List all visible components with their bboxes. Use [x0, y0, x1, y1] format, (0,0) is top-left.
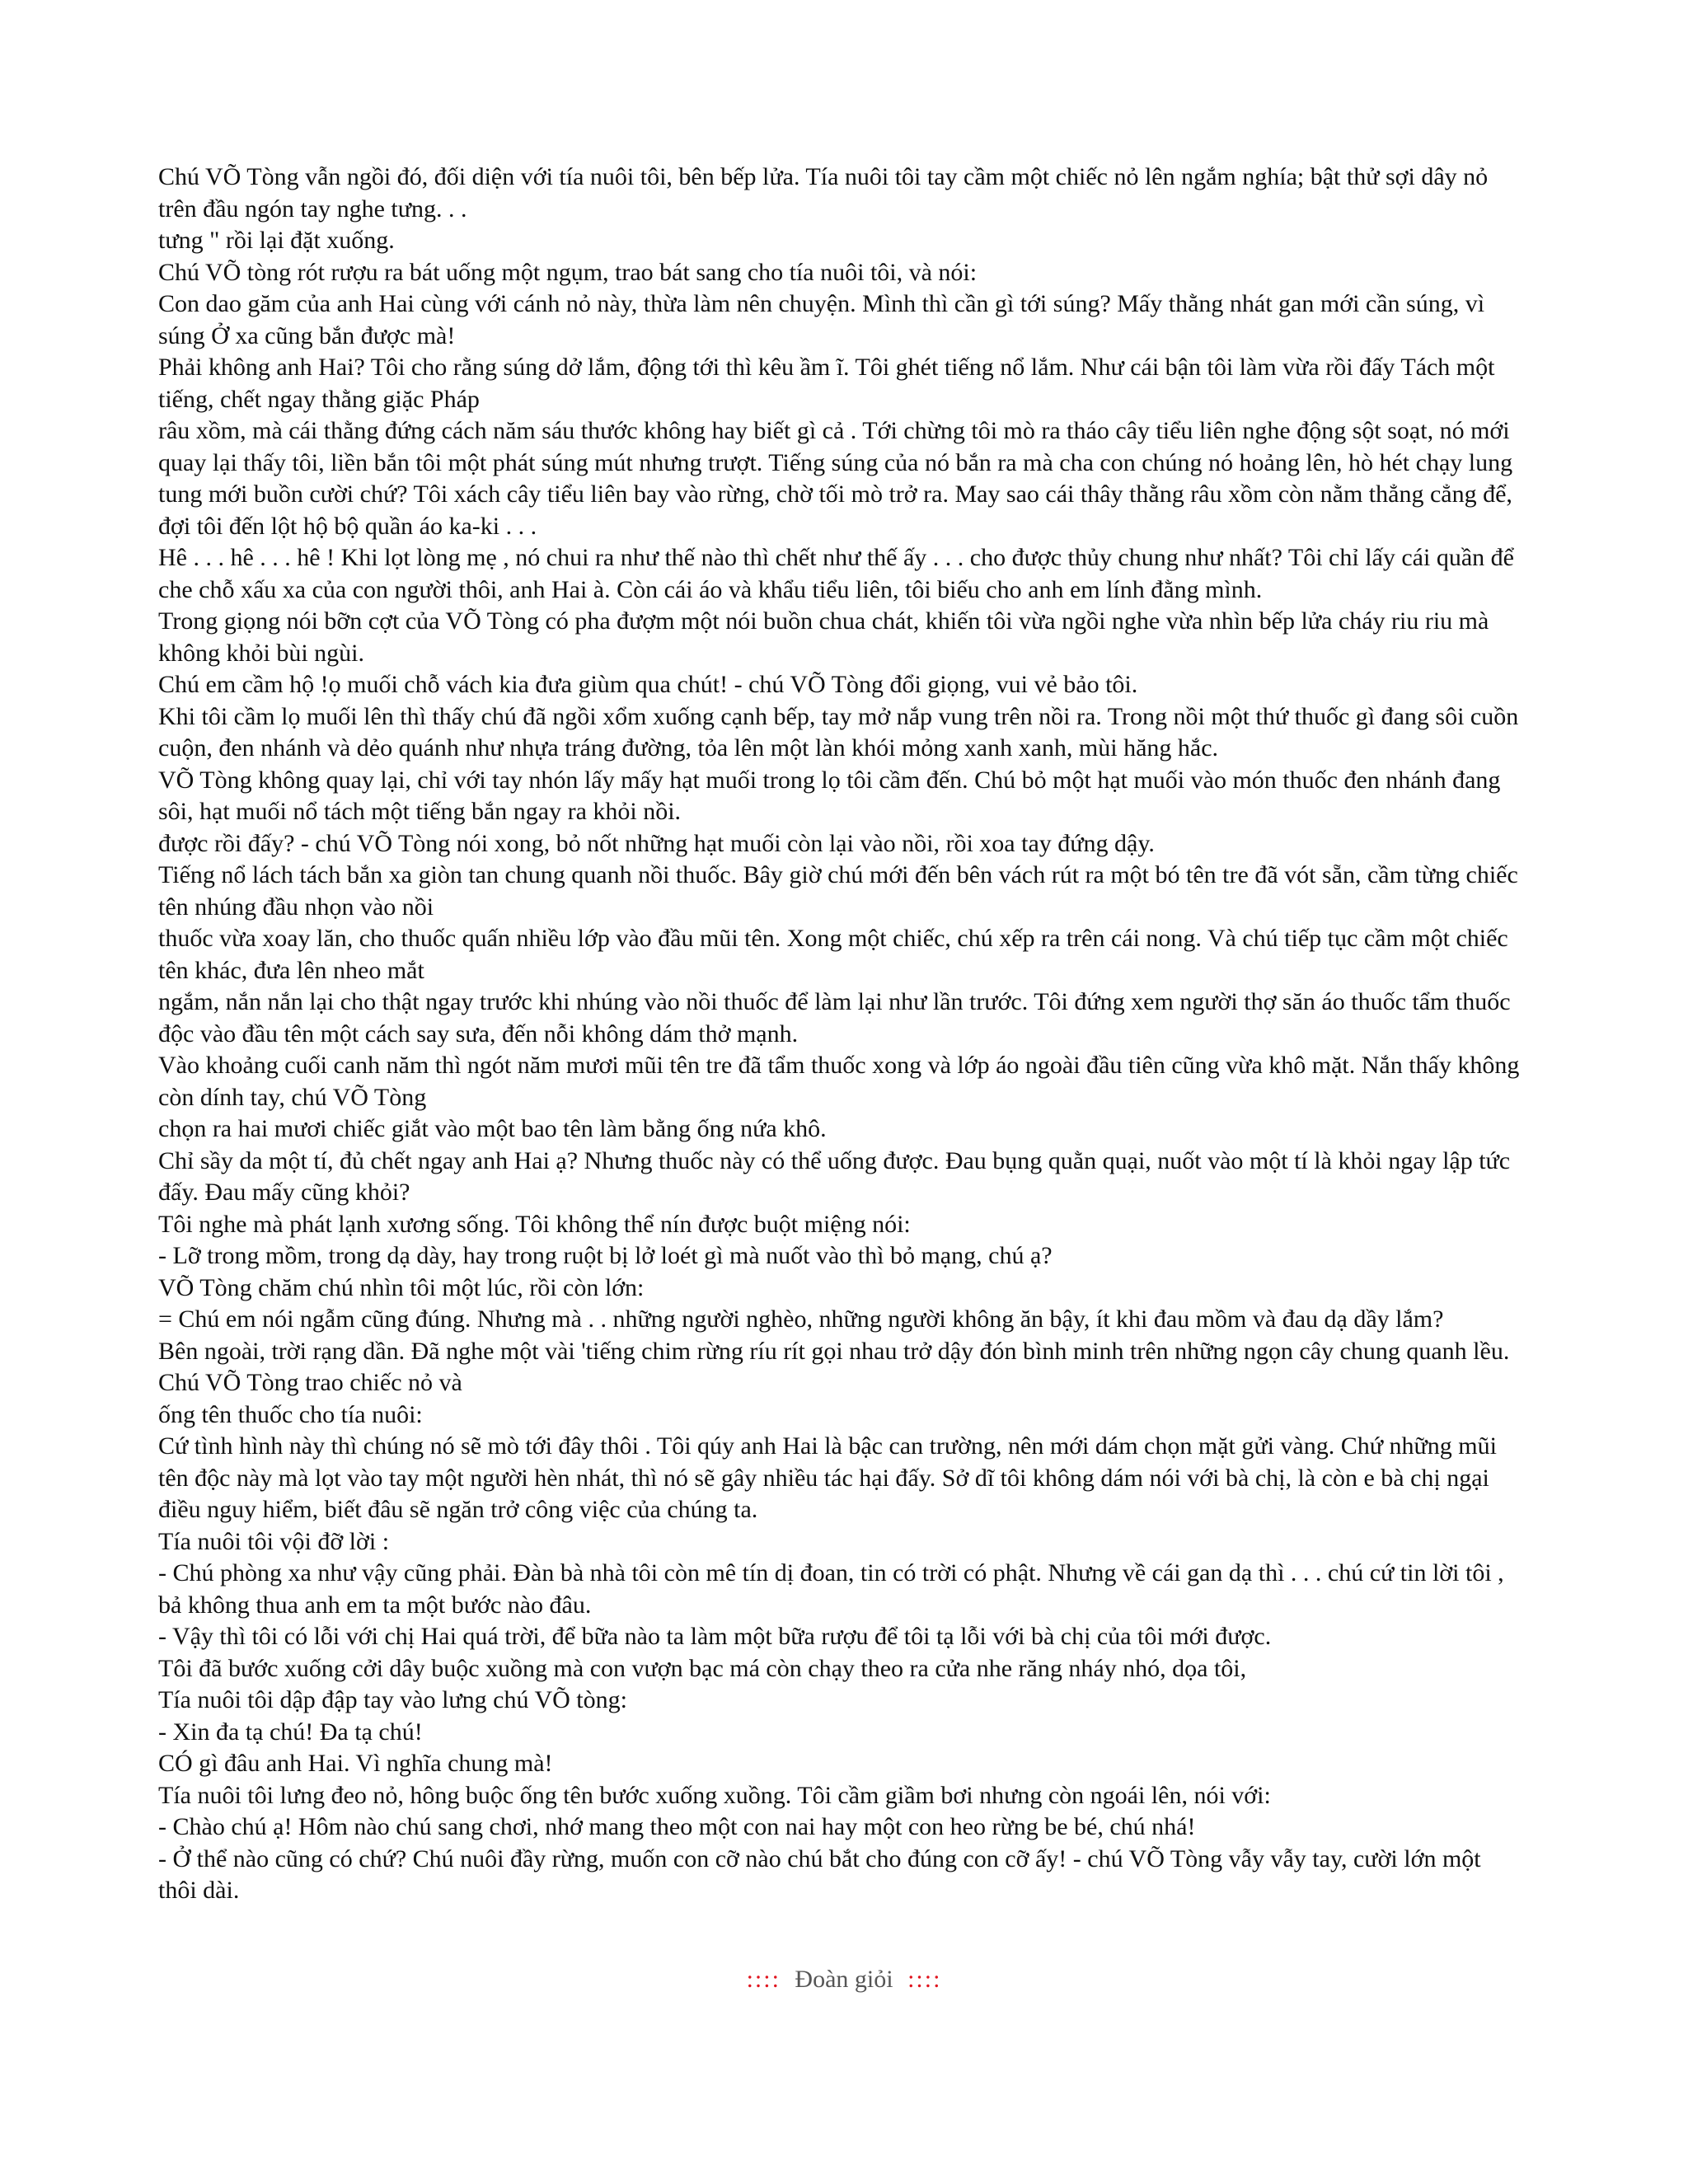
paragraph-22: = Chú em nói ngẫm cũng đúng. Nhưng mà . . những người nghèo, những người không ăn bậy, ít khi đau mồm và đau dạ dầy lắm? [158, 1305, 1444, 1333]
paragraph-17: chọn ra hai mươi chiếc giắt vào một bao tên làm bằng ống nứa khô. [158, 1115, 827, 1142]
paragraph-31: - Xin đa tạ chú! Đa tạ chú! [158, 1718, 423, 1746]
paragraph-26: Tía nuôi tôi vội đỡ lời : [158, 1527, 390, 1555]
story-text [158, 162, 1525, 1907]
paragraph-23: Bên ngoài, trời rạng dần. Đã nghe một vài 'tiếng chim rừng ríu rít gọi nhau trở dậy đón bình minh trên những ngọn cây chung quanh lều. Chú VÕ Tòng trao chiếc nỏ và [158, 1337, 1510, 1396]
paragraph-16: Vào khoảng cuối canh năm thì ngót năm mươi mũi tên tre đã tẩm thuốc xong và lớp áo ngoài đầu tiên cũng vừa khô mặt. Nắn thấy không còn dính tay, chú VÕ Tòng [158, 1052, 1520, 1111]
paragraph-13: Tiếng nổ lách tách bắn xa giòn tan chung quanh nồi thuốc. Bây giờ chú mới đến bên vách rút ra một bó tên tre đã vót sẵn, cầm từng chiếc tên nhúng đầu nhọn vào nồi [158, 861, 1518, 921]
paragraph-33: Tía nuôi tôi lưng đeo nỏ, hông buộc ống tên bước xuống xuồng. Tôi cầm giầm bơi nhưng còn ngoái lên, nói với: [158, 1781, 1271, 1809]
paragraph-2: tưng " rồi lại đặt xuống. [158, 227, 395, 254]
paragraph-5: Phải không anh Hai? Tôi cho rằng súng dở lắm, động tới thì kêu ầm ĩ. Tôi ghét tiếng nổ lắm. Như cái bận tôi làm vừa rồi đấy Tách một tiếng, chết ngay thằng giặc Pháp [158, 354, 1495, 413]
left-decoration-dots: :::: [746, 1966, 781, 1993]
paragraph-11: VÕ Tòng không quay lại, chỉ với tay nhón lấy mấy hạt muối trong lọ tôi cầm đến. Chú bỏ một hạt muối vào món thuốc đen nhánh đang sôi, hạt muối nổ tách một tiếng bắn ngay ra khỏi nồi. [158, 766, 1501, 825]
paragraph-12: được rồi đấy? - chú VÕ Tòng nói xong, bỏ nốt những hạt muối còn lại vào nồi, rồi xoa tay đứng dậy. [158, 829, 1155, 857]
paragraph-15: ngắm, nắn nắn lại cho thật ngay trước khi nhúng vào nồi thuốc để làm lại như lần trước. Tôi đứng xem người thợ săn áo thuốc tẩm thuốc độc vào đầu tên một cách say sưa, đến nỗi không dám thở mạnh. [158, 988, 1511, 1047]
paragraph-14: thuốc vừa xoay lăn, cho thuốc quấn nhiều lớp vào đầu mũi tên. Xong một chiếc, chú xếp ra trên cái nong. Và chú tiếp tục cầm một chiếc tên khác, đưa lên nheo mắt [158, 925, 1508, 984]
paragraph-10: Khi tôi cầm lọ muối lên thì thấy chú đã ngồi xổm xuống cạnh bếp, tay mở nắp vung trên nồi ra. Trong nồi một thứ thuốc gì đang sôi cuồn cuộn, đen nhánh và dẻo quánh như nhựa tráng đường, tỏa lên một làn khói mỏng xanh xanh, mùi hăng hắc. [158, 702, 1519, 762]
paragraph-32: CÓ gì đâu anh Hai. Vì nghĩa chung mà! [158, 1750, 553, 1777]
paragraph-1: Chú VÕ Tòng vẫn ngồi đó, đối diện với tía nuôi tôi, bên bếp lửa. Tía nuôi tôi tay cầm một chiếc nỏ lên ngắm nghía; bật thử sợi dây nỏ trên đầu ngón tay nghe tưng. . . [158, 163, 1489, 223]
paragraph-19: Tôi nghe mà phát lạnh xương sống. Tôi không thể nín được buột miệng nói: [158, 1210, 911, 1238]
paragraph-30: Tía nuôi tôi dập đập tay vào lưng chú VÕ tòng: [158, 1686, 627, 1713]
paragraph-21: VÕ Tòng chăm chú nhìn tôi một lúc, rồi còn lớn: [158, 1273, 645, 1301]
paragraph-25: Cứ tình hình này thì chúng nó sẽ mò tới đây thôi . Tôi qúy anh Hai là bậc can trường, nên mới dám chọn mặt gửi vàng. Chứ những mũi tên độc này mà lọt vào tay một người hèn nhát, thì nó sẽ gây nhiều tác hại đấy. Sở dĩ tôi không dám nói với bà chị, là còn e bà chị ngại điều nguy hiểm, biết đâu sẽ ngăn trở công việc của chúng ta. [158, 1432, 1497, 1523]
paragraph-28: - Vậy thì tôi có lỗi với chị Hai quá trời, để bữa nào ta làm một bữa rượu để tôi tạ lỗi với bà chị của tôi mới được. [158, 1623, 1272, 1650]
paragraph-7: Hê . . . hê . . . hê ! Khi lọt lòng mẹ , nó chui ra như thế nào thì chết như thế ấy . . . cho được thủy chung như nhất? Tôi chỉ lấy cái quần để che chỗ xấu xa của con người thôi, anh Hai à. Còn cái áo và khẩu tiểu liên, tôi biếu cho anh em lính đằng mình. [158, 544, 1514, 603]
paragraph-18: Chỉ sầy da một tí, đủ chết ngay anh Hai ạ? Nhưng thuốc này có thể uống được. Đau bụng quằn quại, nuốt vào một tí là khỏi ngay lập tức đấy. Đau mấy cũng khỏi? [158, 1146, 1511, 1206]
author-signature [0, 1966, 1688, 1994]
paragraph-8: Trong giọng nói bỡn cợt của VÕ Tòng có pha đượm một nói buồn chua chát, khiến tôi vừa ngồi nghe vừa nhìn bếp lửa cháy riu riu mà không khỏi bùi ngùi. [158, 607, 1489, 667]
paragraph-27: - Chú phòng xa như vậy cũng phải. Đàn bà nhà tôi còn mê tín dị đoan, tin có trời có phật. Nhưng về cái gan dạ thì . . . chú cứ tin lời tôi , bả không thua anh em ta một bước nào đâu. [158, 1559, 1504, 1619]
paragraph-9: Chú em cầm hộ !ọ muối chỗ vách kia đưa giùm qua chút! - chú VÕ Tòng đổi giọng, vui vẻ bảo tôi. [158, 671, 1138, 698]
right-decoration-dots: :::: [907, 1966, 942, 1993]
paragraph-35: - Ở thể nào cũng có chứ? Chú nuôi đầy rừng, muốn con cỡ nào chú bắt cho đúng con cỡ ấy! - chú VÕ Tòng vẫy vẫy tay, cười lớn một thôi dài. [158, 1844, 1481, 1904]
paragraph-4: Con dao găm của anh Hai cùng với cánh nỏ này, thừa làm nên chuyện. Mình thì cần gì tới súng? Mấy thằng nhát gan mới cần súng, vì súng Ở xa cũng bắn được mà! [158, 290, 1485, 349]
paragraph-3: Chú VÕ tòng rót rượu ra bát uống một ngụm, trao bát sang cho tía nuôi tôi, và nói: [158, 258, 978, 286]
paragraph-29: Tôi đã bước xuống cởi dây buộc xuồng mà con vượn bạc má còn chạy theo ra cửa nhe răng nháy nhó, dọa tôi, [158, 1654, 1247, 1682]
author-name: Đoàn giỏi [795, 1966, 893, 1993]
paragraph-24: ống tên thuốc cho tía nuôi: [158, 1400, 423, 1428]
paragraph-34: - Chào chú ạ! Hôm nào chú sang chơi, nhớ mang theo một con nai hay một con heo rừng be bé, chú nhá! [158, 1813, 1196, 1840]
paragraph-6: râu xồm, mà cái thằng đứng cách năm sáu thước không hay biết gì cả . Tới chừng tôi mò ra tháo cây tiểu liên nghe động sột soạt, nó mới quay lại thấy tôi, liền bắn tôi một phát súng mút nhưng trượt. Tiếng súng của nó bắn ra mà cha con chúng nó hoảng lên, hò hét chạy lung tung mới buồn cười chứ? Tôi xách cây tiểu liên bay vào rừng, chờ tối mò trở ra. May sao cái thây thằng râu xồm còn nằm thẳng cẳng để, đợi tôi đến lột hộ bộ quần áo ka-ki . . . [158, 417, 1513, 540]
paragraph-20: - Lỡ trong mồm, trong dạ dày, hay trong ruột bị lở loét gì mà nuốt vào thì bỏ mạng, chú ạ? [158, 1242, 1053, 1269]
